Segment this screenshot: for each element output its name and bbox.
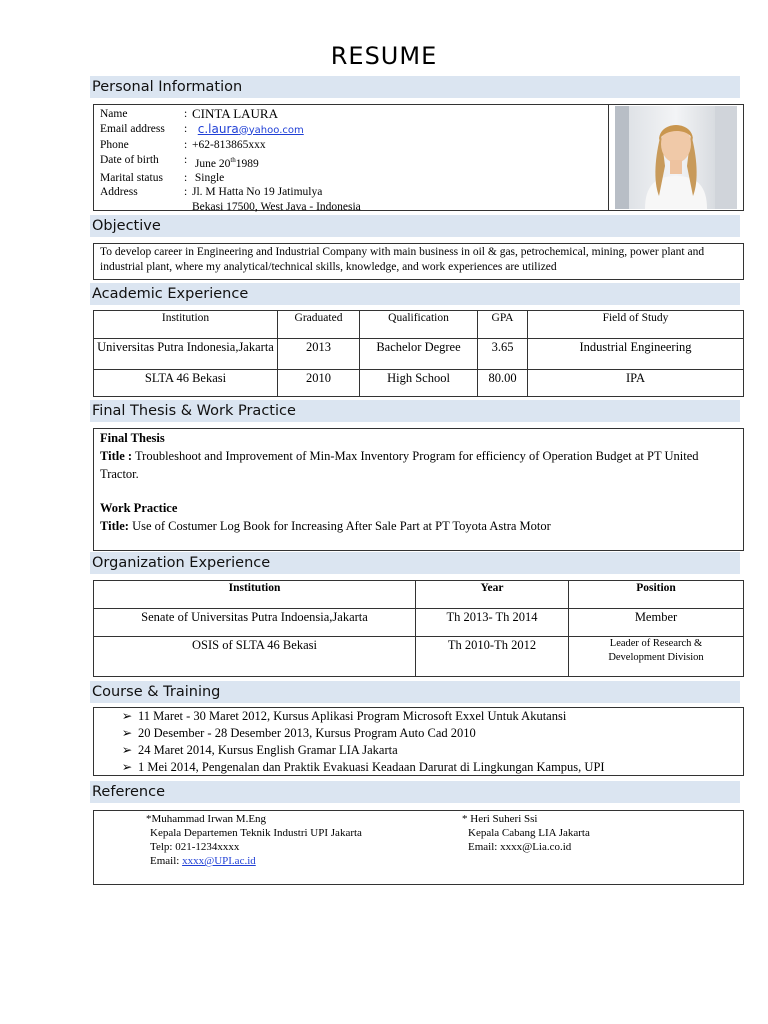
- personal-row-email: Email address : c.laura@yahoo.com: [100, 122, 361, 139]
- academic-header-row: Institution Graduated Qualification GPA Field of Study: [94, 311, 744, 339]
- course-list: [116, 708, 743, 776]
- objective-text: To develop career in Engineering and Industrial Company with main business in oil & gas, petrochemical, mining, power plant and industrial plant, where my analytical/technical skills, knowledge, and work experiences are utilized: [100, 246, 705, 273]
- section-course-training: Course & Training: [90, 681, 740, 703]
- list-item: ➢ 20 Desember - 28 Desember 2013, Kursus Program Auto Cad 2010: [116, 725, 743, 742]
- section-organization-experience: Organization Experience: [90, 552, 740, 574]
- arrow-bullet-icon: ➢: [121, 726, 133, 740]
- section-personal-information: Personal Information: [90, 76, 740, 98]
- name-value: CINTA LAURA: [192, 106, 278, 121]
- table-row: Universitas Putra Indonesia,Jakarta 2013 Bachelor Degree 3.65 Industrial Engineering: [94, 339, 744, 370]
- personal-row-address: Address : Jl. M Hatta No 19 Jatimulya: [100, 186, 323, 199]
- final-thesis-title: Title : Troubleshoot and Improvement of Min-Max Inventory Program for efficiency of Operation Budget at PT United Tractor.: [100, 449, 699, 481]
- organization-header-row: Institution Year Position: [94, 581, 744, 609]
- work-practice-title: Title: Use of Costumer Log Book for Increasing After Sale Part at PT Toyota Astra Motor: [100, 519, 551, 533]
- personal-info-table: [100, 107, 361, 214]
- personal-row-name: Name : CINTA LAURA: [100, 106, 278, 121]
- reference-2: * Heri Suheri Ssi Kepala Cabang LIA Jakarta Email: xxxx@Lia.co.id: [462, 813, 590, 853]
- thesis-box: [93, 428, 744, 551]
- arrow-bullet-icon: ➢: [121, 709, 133, 723]
- reference-1-email-link[interactable]: xxxx@UPI.ac.id: [182, 855, 256, 867]
- list-item: ➢ 1 Mei 2014, Pengenalan dan Praktik Evakuasi Keadaan Darurat di Lingkungan Kampus, UPI: [116, 759, 743, 776]
- organization-table: [93, 580, 744, 677]
- course-box: [93, 707, 744, 776]
- profile-photo-frame: [608, 105, 744, 210]
- section-objective: Objective: [90, 215, 740, 237]
- list-item: ➢ 24 Maret 2014, Kursus English Gramar LIA Jakarta: [116, 742, 743, 759]
- reference-1: *Muhammad Irwan M.Eng Kepala Departemen Teknik Industri UPI Jakarta Telp: 021-1234xxxx Email: xxxx@UPI.ac.id: [146, 813, 362, 867]
- work-practice-heading: Work Practice: [100, 501, 178, 515]
- objective-box: [93, 243, 744, 280]
- table-row: SLTA 46 Bekasi 2010 High School 80.00 IPA: [94, 370, 744, 397]
- address-line2: Bekasi 17500, West Java - Indonesia: [192, 200, 361, 213]
- academic-table: [93, 310, 744, 397]
- personal-info-box: [93, 104, 744, 211]
- list-item: ➢ 11 Maret - 30 Maret 2012, Kursus Aplikasi Program Microsoft Exxel Untuk Akutansi: [116, 708, 743, 725]
- final-thesis-heading: Final Thesis: [100, 431, 165, 445]
- page-title: RESUME: [330, 42, 438, 70]
- reference-box: [93, 810, 744, 885]
- profile-photo: [615, 106, 737, 209]
- section-academic-experience: Academic Experience: [90, 283, 740, 305]
- table-row: Senate of Universitas Putra Indoensia,Jakarta Th 2013- Th 2014 Member: [94, 609, 744, 637]
- personal-row-marital: Marital status : Single: [100, 171, 225, 184]
- section-reference: Reference: [90, 781, 740, 803]
- section-final-thesis: Final Thesis & Work Practice: [90, 400, 740, 422]
- email-link[interactable]: c.laura@yahoo.com: [197, 121, 304, 136]
- personal-row-dob: Date of birth : June 20th1989: [100, 153, 259, 170]
- table-row: OSIS of SLTA 46 Bekasi Th 2010-Th 2012 Leader of Research & Development Division: [94, 637, 744, 677]
- personal-row-phone: Phone : +62-813865xxx: [100, 139, 266, 151]
- arrow-bullet-icon: ➢: [121, 743, 133, 757]
- arrow-bullet-icon: ➢: [121, 760, 133, 774]
